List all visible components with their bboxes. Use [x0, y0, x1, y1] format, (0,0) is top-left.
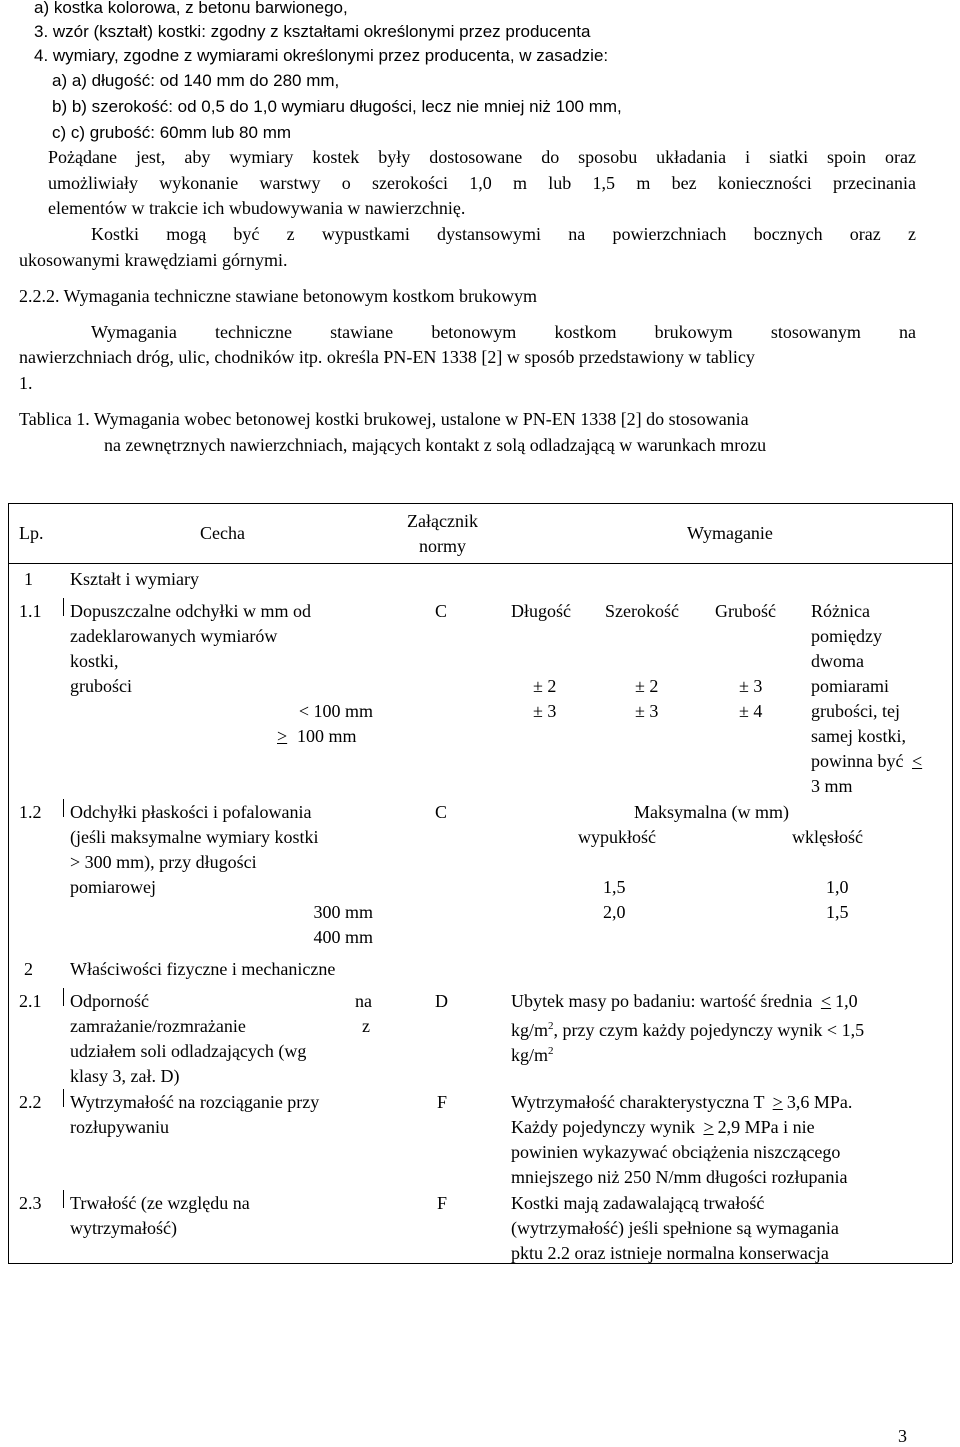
header-cecha: Cecha	[200, 523, 245, 543]
length: 400 mm	[313, 927, 373, 947]
list-item: a) kostka kolorowa, z betonu barwionego,	[34, 0, 348, 17]
row-zalacznik: F	[437, 1193, 448, 1213]
col-label: wklęsłość	[792, 827, 863, 847]
row-cecha: Kształt i wymiary	[70, 569, 199, 589]
requirement: powinien wykazywać obciążenia niszczącego	[511, 1142, 841, 1162]
header-lp: Lp.	[19, 523, 44, 543]
value: 1,5	[603, 877, 626, 897]
row-lp: 2.3	[19, 1193, 42, 1213]
requirement: pktu 2.2 oraz istnieje normalna konserwacja	[511, 1243, 829, 1263]
row-cecha: rozłupywaniu	[70, 1117, 169, 1137]
table-caption: na zewnętrznych nawierzchniach, mających kontakt z solą odladzającą w warunkach mrozu	[104, 435, 767, 455]
le-symbol: <	[911, 751, 923, 771]
header-zalacznik: Załącznik	[407, 511, 478, 531]
requirement: (wytrzymałość) jeśli spełnione są wymagania	[511, 1218, 839, 1238]
list-item: 4. wymiary, zgodne z wymiarami określonymi przez producenta, w zasadzie:	[34, 46, 609, 65]
col-label: wypukłość	[578, 827, 656, 847]
max-label: Maksymalna (w mm)	[634, 802, 789, 822]
header-wymaganie: Wymaganie	[687, 523, 773, 543]
requirement: mniejszego niż 250 N/mm długości rozłupania	[511, 1167, 848, 1187]
note: grubości, tej	[811, 701, 900, 721]
requirement: Każdy pojedynczy wynik > 2,9 MPa i nie	[511, 1117, 815, 1137]
row-cecha: wytrzymałość)	[70, 1218, 177, 1238]
paragraph-line: 1.	[19, 373, 33, 393]
requirement: Ubytek masy po badaniu: wartość średnia < 1,0	[511, 991, 858, 1011]
ge-symbol: >	[277, 726, 288, 746]
row-lp: 2.2	[19, 1092, 42, 1112]
section-heading: 2.2.2. Wymagania techniczne stawiane betonowym kostkom brukowym	[19, 286, 537, 306]
row-cecha: Trwałość (ze względu na	[70, 1193, 250, 1213]
cell-separator	[63, 1089, 64, 1107]
row-lp: 2	[24, 959, 33, 979]
le-symbol: <	[820, 991, 832, 1011]
paragraph-line: ukosowanymi krawędziami górnymi.	[19, 250, 288, 270]
value: ± 3	[739, 676, 763, 696]
list-item: a) a) długość: od 140 mm do 280 mm,	[52, 71, 340, 90]
value: 1,0	[826, 877, 849, 897]
row-lp: 1.1	[19, 601, 42, 621]
note: Różnica	[811, 601, 870, 621]
paragraph-line: umożliwiały wykonanie warstwy o szerokości 1,0 m lub 1,5 m bez konieczności przecinania	[48, 173, 916, 193]
note: 3 mm	[811, 776, 853, 796]
value: 1,5	[826, 902, 849, 922]
row-zalacznik: F	[437, 1092, 448, 1112]
ge-symbol: >	[703, 1117, 714, 1137]
value: 2,0	[603, 902, 626, 922]
row-cecha: zadeklarowanych wymiarów	[70, 626, 278, 646]
list-item: b) b) szerokość: od 0,5 do 1,0 wymiaru długości, lecz nie mniej niż 100 mm,	[52, 97, 622, 116]
page-number: 3	[898, 1426, 907, 1446]
row-lp: 1.2	[19, 802, 42, 822]
note: samej kostki,	[811, 726, 906, 746]
row-zalacznik: C	[435, 802, 448, 822]
note: pomiędzy	[811, 626, 882, 646]
requirement: $kg/m^2$, przy czym każdy pojedynczy wynik < 1,5	[511, 1020, 865, 1040]
row-cecha: Odporność	[70, 991, 149, 1011]
value: ± 3	[533, 701, 557, 721]
size-range: > 100 mm	[277, 726, 357, 746]
table-border	[8, 503, 9, 1263]
requirement: Wytrzymałość charakterystyczna T > 3,6 MPa.	[511, 1092, 853, 1112]
table-caption: Tablica 1. Wymagania wobec betonowej kostki brukowej, ustalone w PN-EN 1338 [2] do stosowania	[19, 409, 749, 429]
list-item: 3. wzór (kształt) kostki: zgodny z kształtami określonymi przez producenta	[34, 22, 591, 41]
row-cecha: > 300 mm), przy długości	[70, 852, 257, 872]
value: ± 2	[533, 676, 557, 696]
cell-separator	[63, 799, 64, 817]
row-cecha: zamrażanie/rozmrażanie	[70, 1016, 246, 1036]
row-cecha: Dopuszczalne odchyłki w mm od	[70, 601, 311, 621]
row-zalacznik: D	[435, 991, 448, 1011]
value: ± 3	[635, 701, 659, 721]
paragraph-line: elementów w trakcie ich wbudowywania w nawierzchnię.	[48, 198, 466, 218]
row-cecha: pomiarowej	[70, 877, 156, 897]
cell-separator	[63, 988, 64, 1006]
row-cecha: grubości	[70, 676, 132, 696]
row-lp: 1	[24, 569, 33, 589]
ge-symbol: >	[772, 1092, 783, 1112]
col-label: Grubość	[715, 601, 776, 621]
size-range: < 100 mm	[298, 701, 373, 721]
length: 300 mm	[313, 902, 373, 922]
requirement: Kostki mają zadawalającą trwałość	[511, 1193, 765, 1213]
cell-separator	[63, 1190, 64, 1208]
note: pomiarami	[811, 676, 889, 696]
row-cecha: z	[362, 1016, 370, 1036]
col-label: Szerokość	[605, 601, 679, 621]
row-cecha: udziałem soli odladzających (wg	[70, 1041, 307, 1061]
table-border	[8, 563, 952, 564]
header-zalacznik: normy	[419, 536, 466, 556]
row-cecha: klasy 3, zał. D)	[70, 1066, 180, 1086]
paragraph-line: Wymagania techniczne stawiane betonowym kostkom brukowym stosowanym na	[91, 322, 916, 342]
value: ± 4	[739, 701, 763, 721]
note: powinna być <	[811, 751, 923, 771]
row-cecha: kostki,	[70, 651, 119, 671]
note: dwoma	[811, 651, 864, 671]
row-cecha: Odchyłki płaskości i pofalowania	[70, 802, 312, 822]
list-item: c) c) grubość: 60mm lub 80 mm	[52, 123, 292, 142]
paragraph-line: nawierzchniach dróg, ulic, chodników itp. określa PN-EN 1338 [2] w sposób przedstawiony w tablicy	[19, 347, 755, 367]
table-border	[952, 503, 953, 1263]
row-cecha: Wytrzymałość na rozciąganie przy	[70, 1092, 320, 1112]
row-cecha: Właściwości fizyczne i mechaniczne	[70, 959, 336, 979]
row-cecha: na	[355, 991, 372, 1011]
value: ± 2	[635, 676, 659, 696]
paragraph-line: Kostki mogą być z wypustkami dystansowymi na powierzchniach bocznych oraz z	[91, 224, 916, 244]
cell-separator	[63, 598, 64, 616]
table-border	[8, 503, 952, 504]
row-cecha: (jeśli maksymalne wymiary kostki	[70, 827, 319, 847]
paragraph-line: Pożądane jest, aby wymiary kostek były dostosowane do sposobu układania i siatki spoin oraz	[48, 147, 916, 167]
col-label: Długość	[511, 601, 571, 621]
row-zalacznik: C	[435, 601, 448, 621]
requirement: $kg/m^2$	[511, 1045, 554, 1065]
row-lp: 2.1	[19, 991, 42, 1011]
